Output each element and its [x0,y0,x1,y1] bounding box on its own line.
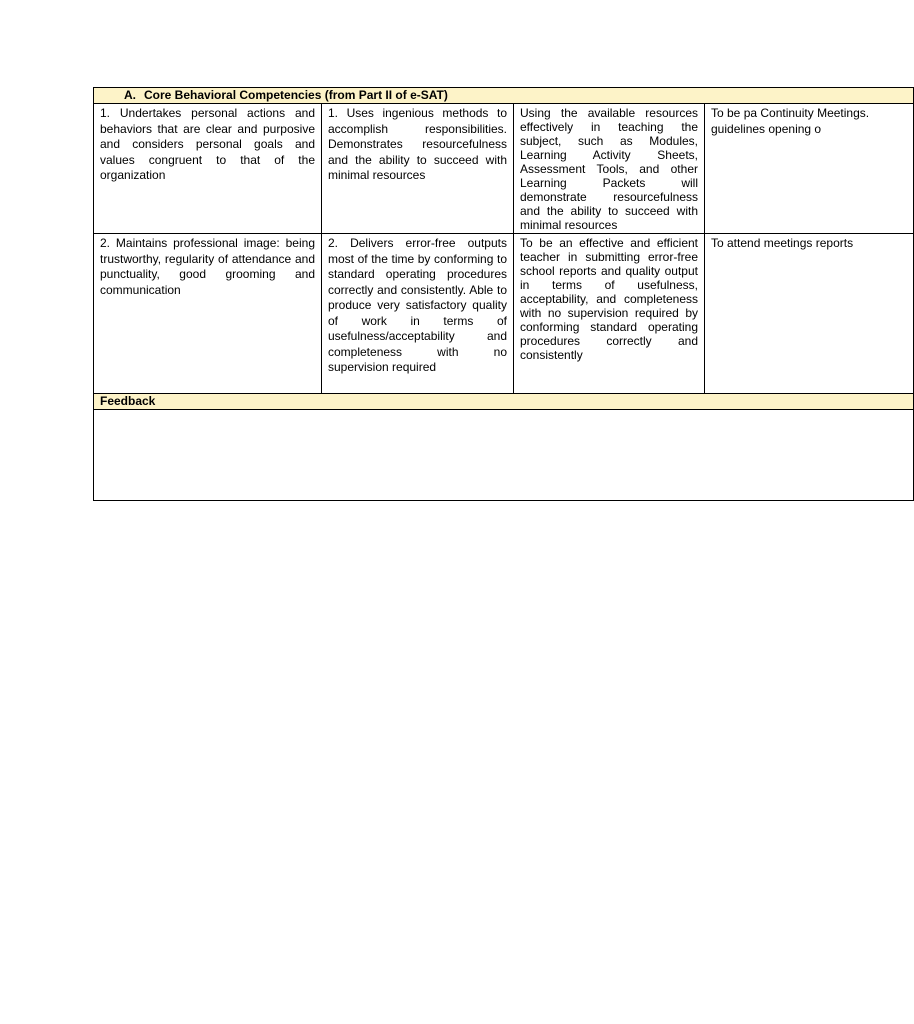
objective-cell: To be an effective and efficient teacher in submitting error-free school reports and quality output in terms of usefulness, acceptability, and completeness with no supervision required by conforming standard operating procedures correctly and consistently [514,234,705,394]
feedback-body[interactable] [94,410,914,501]
feedback-body-row [94,410,914,501]
competency-cell: 1. Undertakes personal actions and behaviors that are clear and purposive and considers personal goals and values congruent to that of the organization [94,104,322,234]
feedback-label: Feedback [94,394,914,410]
competency-table [93,87,914,501]
indicator-cell: 2. Delivers error-free outputs most of the time by conforming to standard operating procedures correctly and consistently. Able to produce very satisfactory quality of work in terms of usefulness/acceptability and completeness with no supervision required [322,234,514,394]
objective-cell: Using the available resources effectively in teaching the subject, such as Modules, Learning Activity Sheets, Assessment Tools, and other Learning Packets will demonstrate resourcefulness and the ability to succeed with minimal resources [514,104,705,234]
action-cell: To attend meetings reports [705,234,914,394]
section-title: Core Behavioral Competencies (from Part II of e-SAT) [144,88,448,102]
section-index: A. [124,88,136,102]
section-header-row [94,88,914,104]
section-header [94,88,914,104]
table-row [94,234,914,394]
feedback-header-row [94,394,914,410]
table-row [94,104,914,234]
indicator-cell: 1. Uses ingenious methods to accomplish responsibilities. Demonstrates resourcefulness and the ability to succeed with minimal resources [322,104,514,234]
action-cell: To be pa Continuity Meetings. guidelines opening o [705,104,914,234]
competency-cell: 2. Maintains professional image: being trustworthy, regularity of attendance and punctuality, good grooming and communication [94,234,322,394]
